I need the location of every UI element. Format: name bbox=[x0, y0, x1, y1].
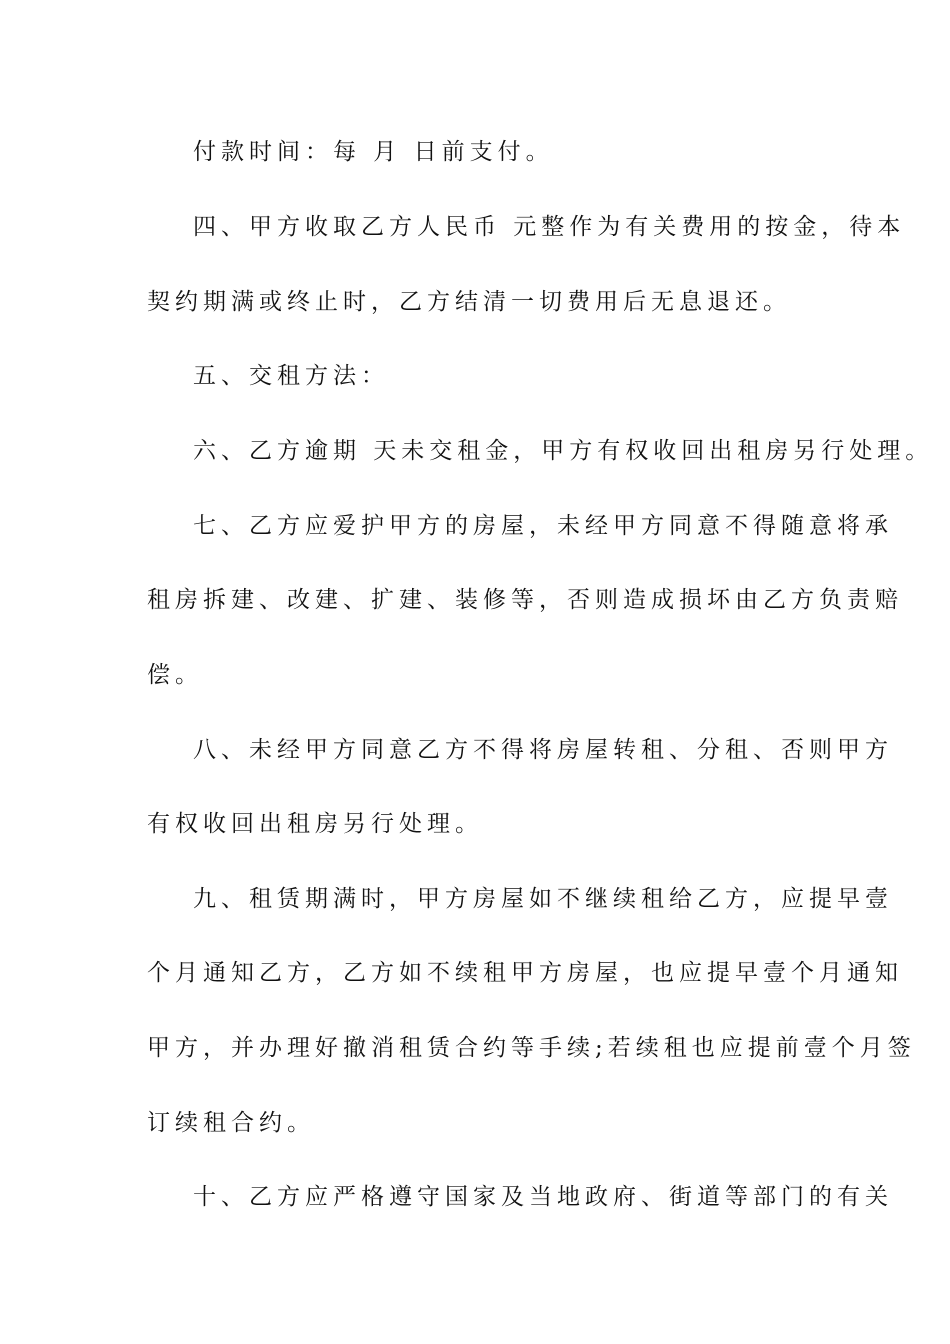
text-line: 九、租赁期满时，甲方房屋如不继续租给乙方，应提早壹 bbox=[193, 886, 893, 912]
text-line: 订续租合约。 bbox=[147, 1110, 315, 1136]
text-line: 八、未经甲方同意乙方不得将房屋转租、分租、否则甲方 bbox=[193, 737, 893, 763]
text-line: 个月通知乙方，乙方如不续租甲方房屋，也应提早壹个月通知 bbox=[147, 960, 903, 986]
text-line: 偿。 bbox=[147, 662, 203, 688]
text-line: 七、乙方应爱护甲方的房屋，未经甲方同意不得随意将承 bbox=[193, 513, 893, 539]
text-line: 四、甲方收取乙方人民币 元整作为有关费用的按金，待本 bbox=[193, 214, 906, 240]
text-line: 有权收回出租房另行处理。 bbox=[147, 811, 483, 837]
text-line: 付款时间：每 月 日前支付。 bbox=[193, 139, 554, 165]
text-line: 五、交租方法： bbox=[193, 363, 389, 389]
text-line: 租房拆建、改建、扩建、装修等，否则造成损坏由乙方负责赔 bbox=[147, 587, 903, 613]
text-line: 甲方，并办理好撤消租赁合约等手续;若续租也应提前壹个月签 bbox=[147, 1035, 916, 1061]
text-line: 契约期满或终止时，乙方结清一切费用后无息退还。 bbox=[147, 289, 791, 315]
text-line: 六、乙方逾期 天未交租金，甲方有权收回出租房另行处理。 bbox=[193, 438, 934, 464]
text-line: 十、乙方应严格遵守国家及当地政府、街道等部门的有关 bbox=[193, 1184, 893, 1210]
